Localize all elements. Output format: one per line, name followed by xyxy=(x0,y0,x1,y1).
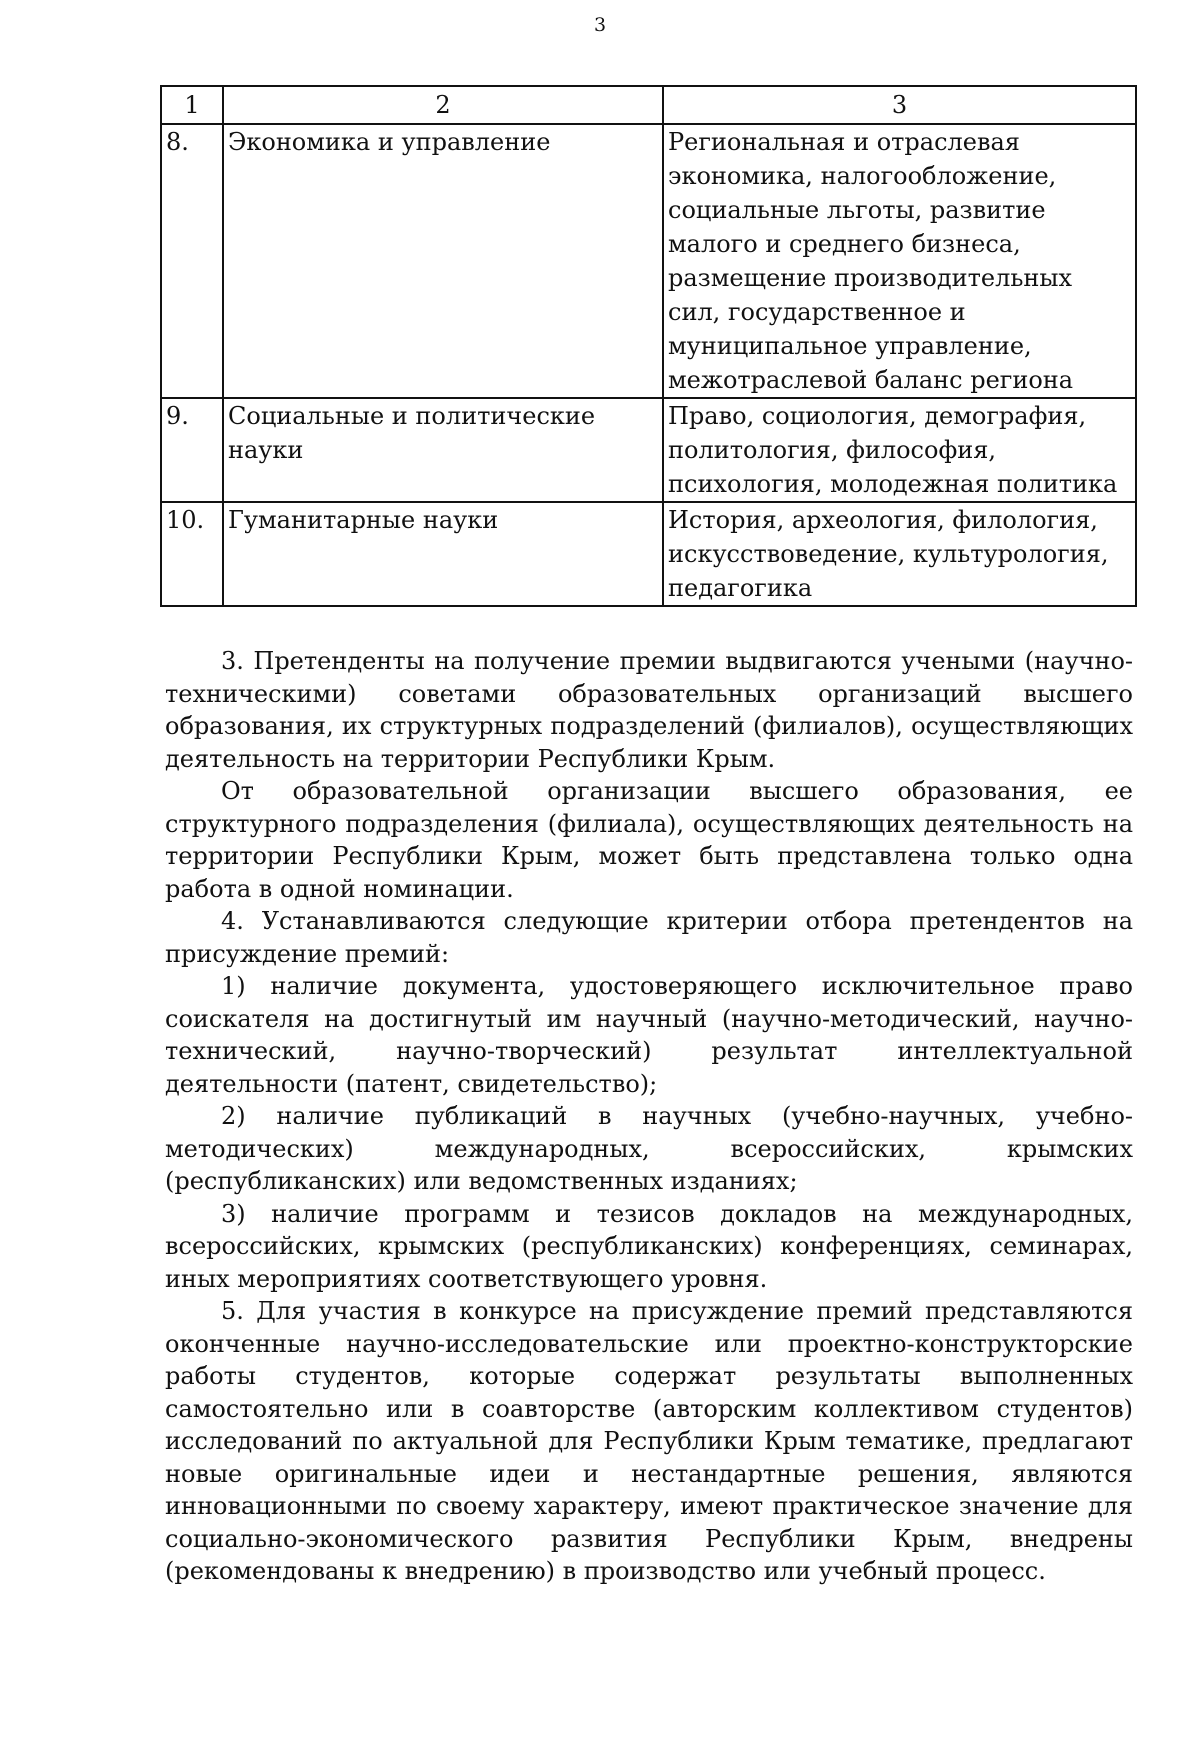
criterion-item-3: 3) наличие программ и тезисов докладов на международных, всероссийских, крымских (республиканских) конференциях, семинарах, иных мероприятиях соответствующего уровня. xyxy=(165,1199,1133,1293)
row-number: 10. xyxy=(161,502,223,606)
page-number: 3 xyxy=(593,14,607,36)
column-number-1: 1 xyxy=(161,86,223,124)
paragraph-one-work-limit: От образовательной организации высшего образования, ее структурного подразделения (филиала), осуществляющих деятельность на территории Республики Крым, может быть представлена только одна работа в одной номинации. xyxy=(165,777,1133,903)
nomination-topics: Региональная и отраслевая экономика, налогообложение, социальные льготы, развитие малого и среднего бизнеса, размещение производительных сил, государственное и муниципальное управление, межотраслевой баланс региона xyxy=(663,124,1136,398)
column-number-3: 3 xyxy=(663,86,1136,124)
paragraph-nomination-procedure: 3. Претенденты на получение премии выдвигаются учеными (научно-техническими) советами образовательных организаций высшего образования, их структурных подразделений (филиалов), осуществляющих деятельность на территории Республики Крым. xyxy=(165,647,1133,773)
criterion-item-2: 2) наличие публикаций в научных (учебно-научных, учебно-методических) международных, всероссийских, крымских (республиканских) или ведомственных изданиях; xyxy=(165,1102,1133,1195)
paragraph-criteria-intro: 4. Устанавливаются следующие критерии отбора претендентов на присуждение премий: xyxy=(165,907,1133,968)
row-number: 8. xyxy=(161,124,223,398)
row-number: 9. xyxy=(161,398,223,502)
table-row xyxy=(161,502,1136,606)
column-number-2: 2 xyxy=(223,86,663,124)
document-body xyxy=(165,645,1133,1588)
nomination-name: Социальные и политические науки xyxy=(223,398,663,502)
nomination-name: Экономика и управление xyxy=(223,124,663,398)
table-header-row xyxy=(161,86,1136,124)
table-row xyxy=(161,124,1136,398)
nomination-name: Гуманитарные науки xyxy=(223,502,663,606)
nomination-topics: Право, социология, демография, политология, философия, психология, молодежная политика xyxy=(663,398,1136,502)
nominations-table xyxy=(160,85,1137,607)
nomination-topics: История, археология, филология, искусствоведение, культурология, педагогика xyxy=(663,502,1136,606)
paragraph-submission-requirements: 5. Для участия в конкурсе на присуждение премий представляются оконченные научно-исследовательские или проектно-конструкторские работы студентов, которые содержат результаты выполненных самостоятельно или в соавторстве (авторским коллективом студентов) исследований по актуальной для Республики Крым тематике, предлагают новые оригинальные идеи и нестандартные решения, являются инновационными по своему характеру, имеют практическое значение для социально-экономического развития Республики Крым, внедрены (рекомендованы к внедрению) в производство или учебный процесс. xyxy=(165,1297,1133,1585)
criterion-item-1: 1) наличие документа, удостоверяющего исключительное право соискателя на достигнутый им научный (научно-методический, научно-технический, научно-творческий) результат интеллектуальной деятельности (патент, свидетельство); xyxy=(165,972,1133,1098)
table-row xyxy=(161,398,1136,502)
